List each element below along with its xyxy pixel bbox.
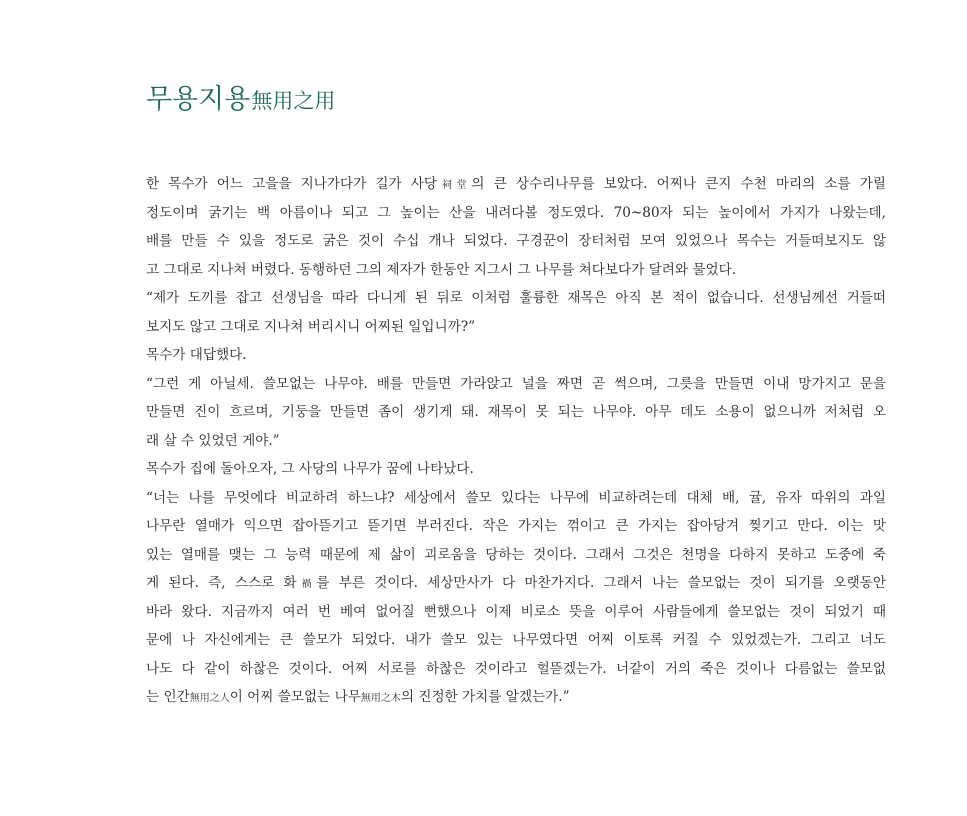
text-line: 한 목수가 어느 고을을 지나가다가 길가 사당祠堂의 큰 상수리나무를 보았다. 어찌나 큰지 수천 마리의 소를 가릴 <box>146 176 886 192</box>
inline-hanja: 無用之人 <box>189 693 230 704</box>
text-line: 있는 열매를 맺는 그 능력 때문에 제 삶이 괴로움을 당하는 것이다. 그래서 그것은 천명을 다하지 못하고 도중에 죽 <box>146 546 886 563</box>
title-hanja: 無用之用 <box>251 89 336 113</box>
text-line: 나도 다 같이 하찮은 것이다. 어찌 서로를 하찮은 것이라고 헐뜯겠는가. 너같이 거의 죽은 것이나 다름없는 쓸모없 <box>146 660 886 677</box>
text-line: 목수가 집에 돌아오자, 그 사당의 나무가 꿈에 나타났다. <box>146 461 474 477</box>
text-line: 나무란 열매가 익으면 잡아뜯기고 뜯기면 부러진다. 작은 가지는 꺾이고 큰 가지는 잡아당겨 찢기고 만다. 이는 맛 <box>146 518 886 534</box>
text-line: 만들면 진이 흐르며, 기둥을 만들면 좀이 생기게 돼. 재목이 못 되는 나무야. 아무 데도 소용이 없으니까 저처럼 오 <box>146 404 886 420</box>
text-line: 고 그대로 지나쳐 버렸다. 동행하던 그의 제자가 한동안 지그시 그 나무를 쳐다보다가 달려와 물었다. <box>146 261 737 278</box>
text-line: 보지도 않고 그대로 지나쳐 버리시니 어찌된 일입니까?” <box>146 318 476 335</box>
inline-hanja: 禍 <box>296 579 317 590</box>
text-line: “그런 게 아닐세. 쓸모없는 나무야. 배를 만들면 가라앉고 널을 짜면 곧 썩으며, 그릇을 만들면 이내 망가지고 문을 <box>146 375 886 392</box>
text-line: 배를 만들 수 있을 정도로 굵은 것이 수십 개나 되었다. 구경꾼이 장터처럼 모여 있었으나 목수는 거들떠보지도 않 <box>146 233 886 249</box>
body-text <box>146 170 886 712</box>
text-line: 는 인간無用之人이 어찌 쓸모없는 나무無用之木의 진정한 가치를 알겠는가.” <box>146 689 570 705</box>
text-line: 래 살 수 있었던 게야.” <box>146 432 280 449</box>
title-hangul: 무용지용 <box>146 84 251 115</box>
text-line: 문에 나 자신에게는 큰 쓸모가 되었다. 내가 쓸모 있는 나무였다면 어찌 이토록 커질 수 있었겠는가. 그리고 너도 <box>146 632 886 648</box>
text-line: “너는 나를 무엇에다 비교하려 하느냐? 세상에서 쓸모 있다는 나무에 비교하려는데 대체 배, 귤, 유자 따위의 과일 <box>146 489 886 506</box>
text-line: 바라 왔다. 지금까지 여러 번 베여 없어질 뻔했으나 이제 비로소 뜻을 이루어 사람들에게 쓸모없는 것이 되었기 때 <box>146 603 886 620</box>
inline-hanja: 無用之木 <box>360 693 401 704</box>
inline-hanja: 祠堂 <box>437 180 472 191</box>
page-title <box>146 82 335 119</box>
text-line: 게 된다. 즉, 스스로 화禍를 부른 것이다. 세상만사가 다 마찬가지다. 그래서 나는 쓸모없는 것이 되기를 오랫동안 <box>146 575 886 591</box>
text-line: 정도이며 굵기는 백 아름이나 되고 그 높이는 산을 내려다볼 정도였다. 70~80자 되는 높이에서 가지가 나왔는데, <box>146 204 886 221</box>
text-line: 목수가 대답했다. <box>146 347 247 363</box>
text-line: “제가 도끼를 잡고 선생님을 따라 다니게 된 뒤로 이처럼 훌륭한 재목은 아직 본 적이 없습니다. 선생님께선 거들떠 <box>146 290 886 306</box>
